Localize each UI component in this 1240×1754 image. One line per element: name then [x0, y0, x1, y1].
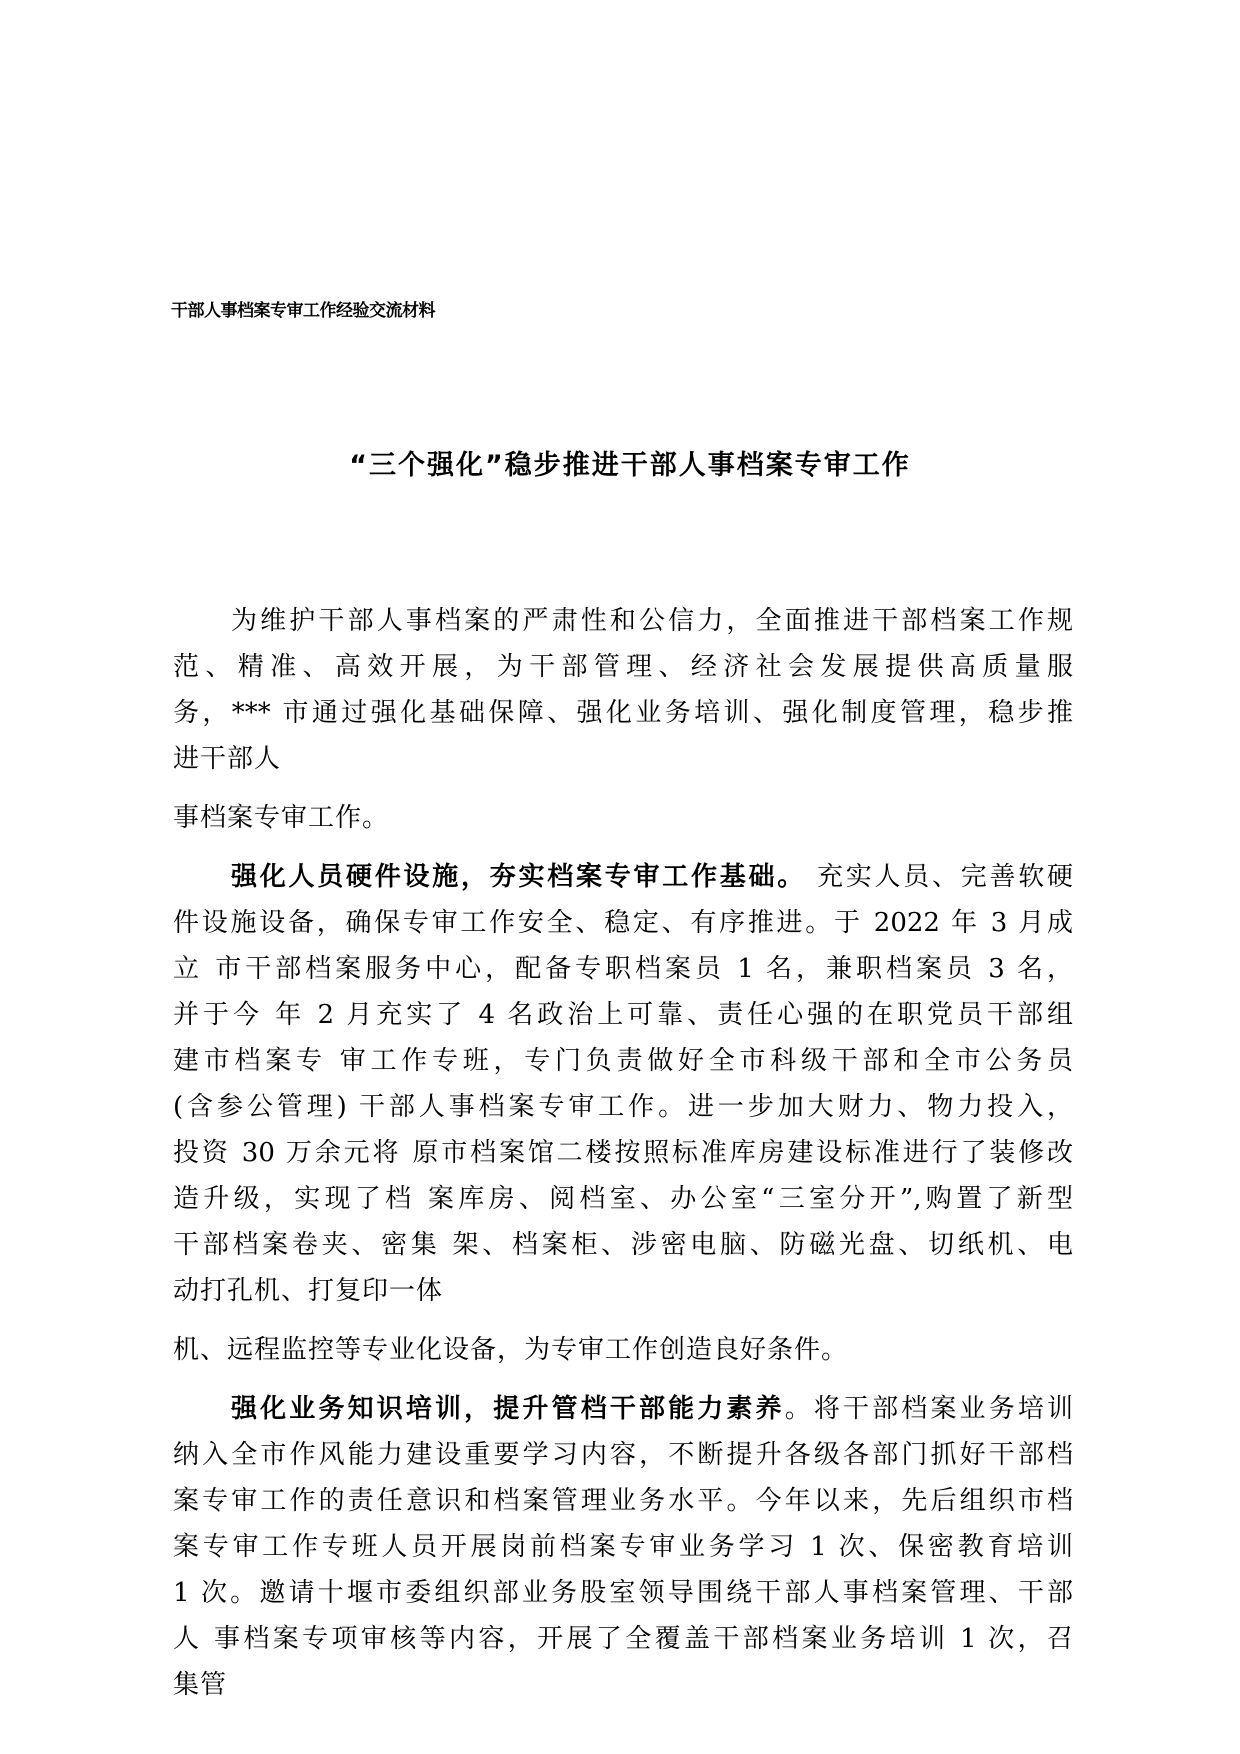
section1-line: 充实人员、完善软硬 — [805, 862, 1073, 892]
paragraph1-line: 事档案专审工作。 — [173, 803, 390, 833]
section1-line: 件设施设备，确保专审工作安全、稳定、有序推进。于 2022 年 3 月成 — [173, 908, 1073, 938]
section1-first-line — [231, 856, 1073, 893]
section1-line: 造升级，实现了档 案库房、阅档室、办公室“三室分开”,购置了新型 — [173, 1184, 1073, 1214]
document-header-label: 干部人事档案专审工作经验交流材料 — [171, 301, 435, 321]
paragraph1-line: 范、精准、高效开展，为干部管理、经济社会发展提供高质量服 — [173, 652, 1073, 682]
paragraph1-line: 进干部人 — [173, 744, 282, 774]
section2-line: 。将干部档案业务培训 — [784, 1394, 1073, 1424]
section2-line: 案专审工作专班人员开展岗前档案专审业务学习 1 次、保密教育培训 — [173, 1532, 1073, 1562]
section1-line: 建市档案专 审工作专班，专门负责做好全市科级干部和全市公务员 — [173, 1046, 1073, 1076]
section1-line: 动打孔机、打复印一体 — [173, 1276, 444, 1306]
section2-line: 案专审工作的责任意识和档案管理业务水平。今年以来，先后组织市档 — [173, 1486, 1073, 1516]
section1-line: 干部档案卷夹、密集 架、档案柜、涉密电脑、防磁光盘、切纸机、电 — [173, 1230, 1073, 1260]
paragraph1-line: 务，*** 市通过强化基础保障、强化业务培训、强化制度管理，稳步推 — [173, 698, 1073, 728]
section1-line: 并于今 年 2 月充实了 4 名政治上可靠、责任心强的在职党员干部组 — [173, 1000, 1073, 1030]
section2-line: 纳入全市作风能力建设重要学习内容，不断提升各级各部门抓好干部档 — [173, 1440, 1073, 1470]
section1-line: 投资 30 万余元将 原市档案馆二楼按照标准库房建设标准进行了装修改 — [173, 1138, 1073, 1168]
section2-line: 人 事档案专项审核等内容，开展了全覆盖干部档案业务培训 1 次，召 — [173, 1624, 1073, 1654]
section2-line: 1 次。邀请十堰市委组织部业务股室领导围绕干部人事档案管理、干部 — [173, 1578, 1073, 1608]
section1-line: 立 市干部档案服务中心，配备专职档案员 1 名，兼职档案员 3 名， — [173, 954, 1073, 984]
section1-line: 机、远程监控等专业化设备，为专审工作创造良好条件。 — [173, 1335, 849, 1365]
section2-first-line — [231, 1388, 1073, 1425]
section2-line: 集管 — [173, 1670, 228, 1700]
paragraph1-line: 为维护干部人事档案的严肃性和公信力，全面推进干部档案工作规 — [231, 606, 1073, 636]
document-title: “三个强化”稳步推进干部人事档案专审工作 — [349, 450, 911, 481]
section1-line: (含参公管理) 干部人事档案专审工作。进一步加大财力、物力投入， — [173, 1092, 1073, 1122]
section2-heading: 强化业务知识培训，提升管档干部能力素养 — [231, 1394, 785, 1424]
section1-heading: 强化人员硬件设施，夯实档案专审工作基础。 — [231, 862, 806, 892]
